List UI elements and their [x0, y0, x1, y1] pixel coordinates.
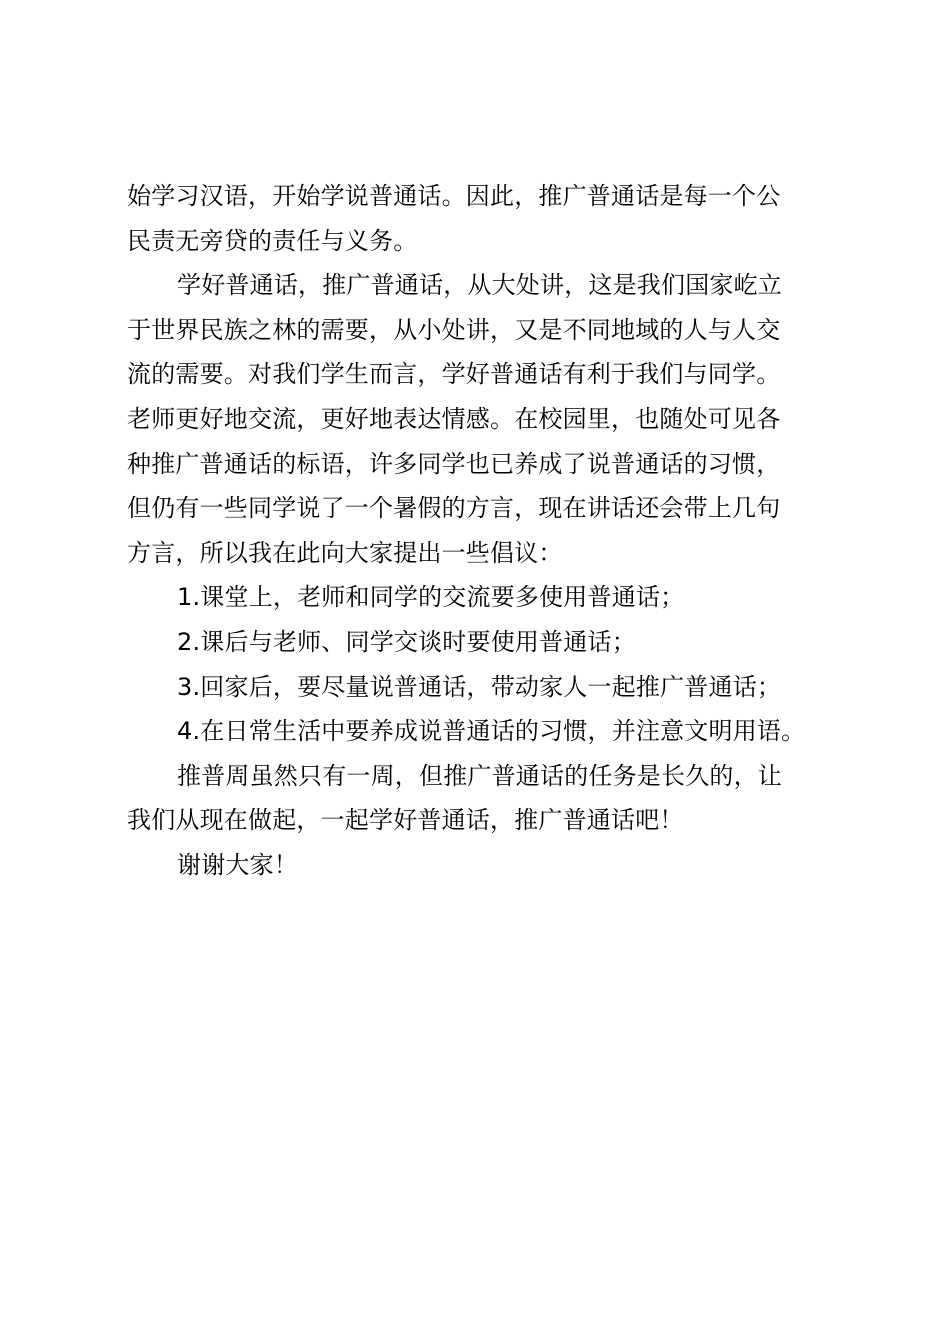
text-line-14: 推普周虽然只有一周，但推广普通话的任务是长久的，让 [177, 761, 782, 790]
text-line-4: 于世界民族之林的需要，从小处讲，又是不同地域的人与人交 [127, 315, 781, 344]
list-item-4: 4.在日常生活中要养成说普通话的习惯，并注意文明用语。 [177, 717, 806, 746]
text-line-6: 老师更好地交流，更好地表达情感。在校园里，也随处可见各 [127, 404, 781, 433]
list-item-1: 1.课堂上，老师和同学的交流要多使用普通话； [177, 583, 685, 612]
text-line-9: 方言，所以我在此向大家提出一些倡议： [127, 538, 563, 567]
list-item-2: 2.课后与老师、同学交谈时要使用普通话； [177, 627, 636, 656]
text-line-5: 流的需要。对我们学生而言，学好普通话有利于我们与同学。 [127, 360, 781, 389]
closing-line: 谢谢大家！ [177, 850, 298, 879]
text-line-2: 民责无旁贷的责任与义务。 [127, 226, 418, 255]
text-line-8: 但仍有一些同学说了一个暑假的方言，现在讲话还会带上几句 [127, 494, 781, 523]
document-body [127, 174, 837, 888]
text-line-1: 始学习汉语，开始学说普通话。因此，推广普通话是每一个公 [127, 182, 781, 210]
list-item-3: 3.回家后，要尽量说普通话，带动家人一起推广普通话； [177, 672, 782, 701]
text-line-7: 种推广普通话的标语，许多同学也已养成了说普通话的习惯， [127, 449, 781, 478]
text-line-15: 我们从现在做起，一起学好普通话，推广普通话吧！ [127, 806, 684, 835]
text-line-3: 学好普通话，推广普通话，从大处讲，这是我们国家屹立 [177, 271, 782, 300]
